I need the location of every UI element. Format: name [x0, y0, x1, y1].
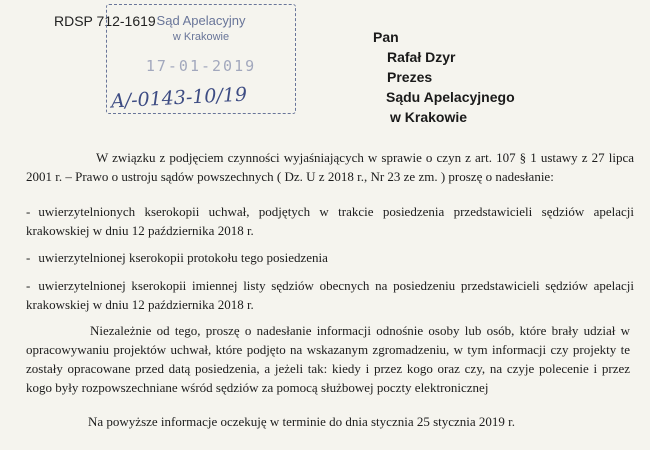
stamp-date: 17-01-2019 — [145, 57, 257, 75]
reference-number: RDSP 712-1619 — [54, 13, 156, 29]
addressee-salutation: Pan — [373, 29, 399, 45]
addressee-name: Rafał Dzyr — [387, 49, 456, 65]
request-item-text: uwierzytelnionych kserokopii uchwał, podjętych w trakcie posiedzenia przedstawicieli sędziów apelacji krakowskiej w dniu 12 października 2018 r. — [26, 204, 634, 238]
intro-paragraph: W związku z podjęciem czynności wyjaśniających w sprawie o czyn z art. 107 § 1 ustawy z 27 lipca 2001 r. – Prawo o ustroju sądów powszechnych ( Dz. U z 2018 r., Nr 23 ze zm. ) proszę o nadesłanie: — [26, 150, 634, 184]
addressee-title: Prezes — [387, 69, 433, 85]
addressee-block — [373, 27, 515, 127]
bullet-dash: - — [26, 278, 31, 293]
request-item-3 — [26, 276, 634, 314]
stamp-handwritten-number: A/-0143-10/19 — [110, 83, 248, 113]
stamp-court-name: Sąd Apelacyjny — [156, 13, 246, 28]
stamp-city: w Krakowie — [172, 31, 230, 43]
bullet-dash: - — [26, 250, 31, 265]
request-item-text: uwierzytelnionej kserokopii protokołu tego posiedzenia — [38, 250, 328, 265]
addressee-court: Sądu Apelacyjnego — [386, 89, 515, 105]
received-stamp — [106, 4, 296, 114]
deadline-paragraph: Na powyższe informacje oczekuję w terminie do dnia stycznia 25 stycznia 2019 r. — [88, 414, 516, 429]
request-item-text: uwierzytelnionej kserokopii imiennej listy sędziów obecnych na posiedzeniu przedstawicieli sędziów apelacji krakowskiej w dniu 12 października 2018 r. — [26, 278, 634, 312]
request-item-1 — [26, 202, 634, 240]
request-item-2 — [26, 248, 634, 267]
additional-request-paragraph: Niezależnie od tego, proszę o nadesłanie informacji odnośnie osoby lub osób, które brały udział w opracowywaniu projektów uchwał, które podjęto na wskazanym zgromadzeniu, w tym informacji czy projekty te zostały opracowane przed datą posiedzenia, a jeżeli tak: kiedy i przez kogo oraz czy, na czyje polecenie i przez kogo były rozpowszechniane wśród sędziów za pomocą służbowej poczty elektronicznej — [26, 323, 630, 395]
bullet-dash: - — [26, 204, 31, 219]
addressee-city: w Krakowie — [390, 109, 468, 125]
